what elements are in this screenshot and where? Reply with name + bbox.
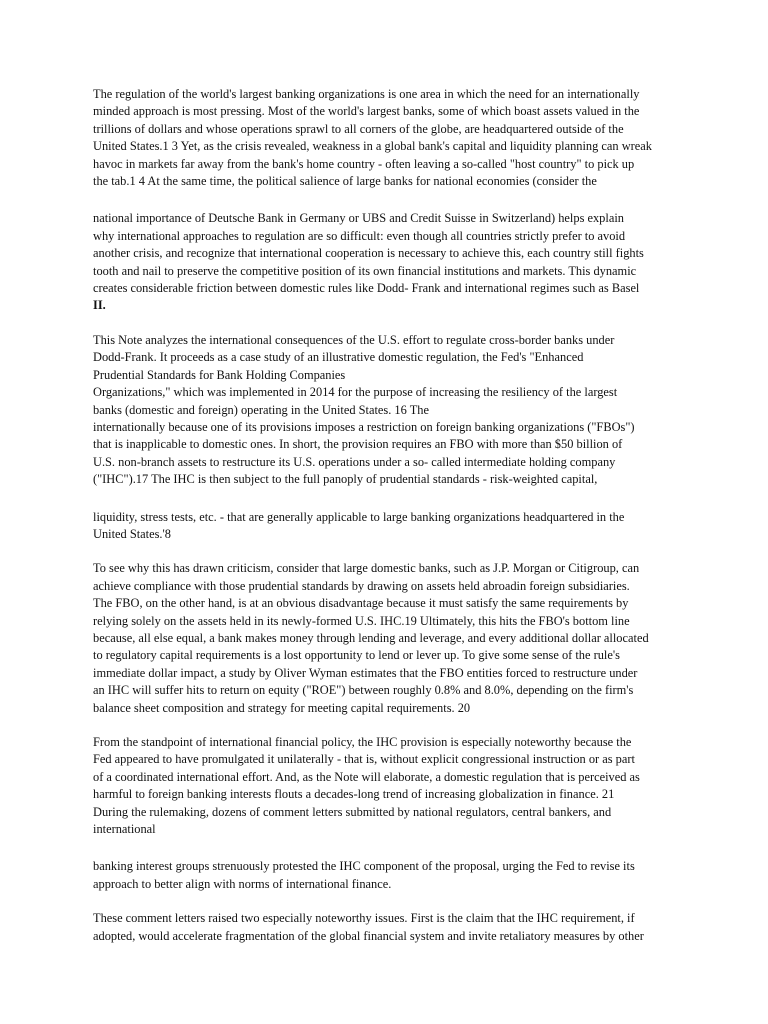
text-line: Prudential Standards for Bank Holding Companies: [93, 367, 346, 382]
paragraph-7: [93, 858, 673, 893]
text-line: Organizations," which was implemented in 2014 for the purpose of increasing the resiliency of the largest: [93, 385, 618, 400]
spacer: [93, 315, 673, 332]
text-line: United States.1 3 Yet, as the crisis revealed, weakness in a global bank's capital and liquidity planning can wreak: [93, 139, 652, 154]
spacer: [93, 190, 673, 210]
text-line: To see why this has drawn criticism, consider that large domestic banks, such as J.P. Morgan or Citigroup, can: [93, 561, 640, 576]
text-line: Fed appeared to have promulgated it unilaterally - that is, without explicit congressional instruction or as part: [93, 752, 635, 767]
text-line: II.: [93, 298, 106, 313]
text-line: to regulatory capital requirements is a lost opportunity to lend or lever up. To give some sense of the rule's: [93, 648, 620, 663]
text-line: harmful to foreign banking interests flouts a decades-long trend of increasing globalization in finance. 21: [93, 787, 615, 802]
text-line: national importance of Deutsche Bank in Germany or UBS and Credit Suisse in Switzerland) helps explain: [93, 211, 624, 226]
text-line: that is inapplicable to domestic ones. In short, the provision requires an FBO with more than $50 billion of: [93, 437, 623, 452]
paragraph-3: [93, 332, 673, 489]
text-line: achieve compliance with those prudential standards by drawing on assets held abroadin foreign subsidiaries.: [93, 578, 630, 593]
text-line: trillions of dollars and whose operations sprawl to all corners of the globe, are headquartered outside of the: [93, 121, 624, 136]
text-line: This Note analyzes the international consequences of the U.S. effort to regulate cross-border banks under: [93, 332, 615, 347]
text-line: why international approaches to regulation are so difficult: even though all countries strictly prefer to avoid: [93, 228, 626, 243]
text-line: From the standpoint of international financial policy, the IHC provision is especially noteworthy because the: [93, 735, 632, 749]
text-line: These comment letters raised two especially noteworthy issues. First is the claim that the IHC requirement, if: [93, 911, 635, 926]
text-line: The FBO, on the other hand, is at an obvious disadvantage because it must satisfy the same requirements by: [93, 596, 629, 611]
text-line: internationally because one of its provisions imposes a restriction on foreign banking organizations ("FBOs"): [93, 419, 635, 434]
text-line: United States.'8: [93, 526, 171, 541]
text-line: an IHC will suffer hits to return on equity ("ROE") between roughly 0.8% and 8.0%, depending on the firm's: [93, 683, 634, 698]
text-line: havoc in markets far away from the bank's home country - often leaving a so-called "host country" to pick up: [93, 156, 635, 171]
text-line: immediate dollar impact, a study by Oliver Wyman estimates that the FBO entities forced to restructure under: [93, 665, 638, 680]
text-line: banks (domestic and foreign) operating in the United States. 16 The: [93, 402, 429, 417]
text-line: liquidity, stress tests, etc. - that are generally applicable to large banking organizations headquartered in the: [93, 509, 625, 524]
text-line: international: [93, 822, 156, 837]
text-line: the tab.1 4 At the same time, the political salience of large banks for national economies (consider the: [93, 174, 597, 189]
text-line: minded approach is most pressing. Most of the world's largest banks, some of which boast assets valued in the: [93, 104, 640, 119]
spacer: [93, 543, 673, 560]
text-line: U.S. non-branch assets to restructure its U.S. operations under a so- called intermediate holding company: [93, 454, 616, 469]
text-line: of a coordinated international effort. And, as the Note will elaborate, a domestic regulation that is perceived as: [93, 769, 640, 784]
text-line: ("IHC").17 The IHC is then subject to the full panoply of prudential standards - risk-weighted capital,: [93, 472, 598, 487]
text-line: banking interest groups strenuously protested the IHC component of the proposal, urging the Fed to revise its: [93, 859, 635, 874]
text-line: because, all else equal, a bank makes money through lending and leverage, and every additional dollar allocated: [93, 630, 649, 645]
spacer: [93, 717, 673, 734]
text-line: During the rulemaking, dozens of comment letters submitted by national regulators, central bankers, and: [93, 804, 612, 819]
text-line: balance sheet composition and strategy for meeting capital requirements. 20: [93, 700, 471, 715]
paragraph-1: [93, 86, 673, 190]
spacer: [93, 893, 673, 910]
text-line: another crisis, and recognize that international cooperation is necessary to achieve this, each country still fights: [93, 246, 644, 261]
text-line: adopted, would accelerate fragmentation of the global financial system and invite retaliatory measures by other: [93, 928, 644, 943]
spacer: [93, 838, 673, 858]
text-line: Dodd-Frank. It proceeds as a case study of an illustrative domestic regulation, the Fed's "Enhanced: [93, 350, 584, 365]
text-line: creates considerable friction between domestic rules like Dodd- Frank and international regimes such as Basel: [93, 281, 640, 296]
paragraph-8: [93, 910, 673, 945]
text-line: relying solely on the assets held in its newly-formed U.S. IHC.19 Ultimately, this hits the FBO's bottom line: [93, 613, 630, 628]
text-line: The regulation of the world's largest banking organizations is one area in which the need for an internationally: [93, 87, 640, 101]
paragraph-4: [93, 509, 673, 544]
paragraph-2: [93, 210, 673, 314]
document-page: [93, 86, 673, 945]
spacer: [93, 489, 673, 509]
paragraph-6: [93, 734, 673, 838]
text-line: approach to better align with norms of international finance.: [93, 876, 392, 891]
text-line: tooth and nail to preserve the competitive position of its own financial institutions and markets. This dynamic: [93, 263, 637, 278]
paragraph-5: [93, 560, 673, 717]
